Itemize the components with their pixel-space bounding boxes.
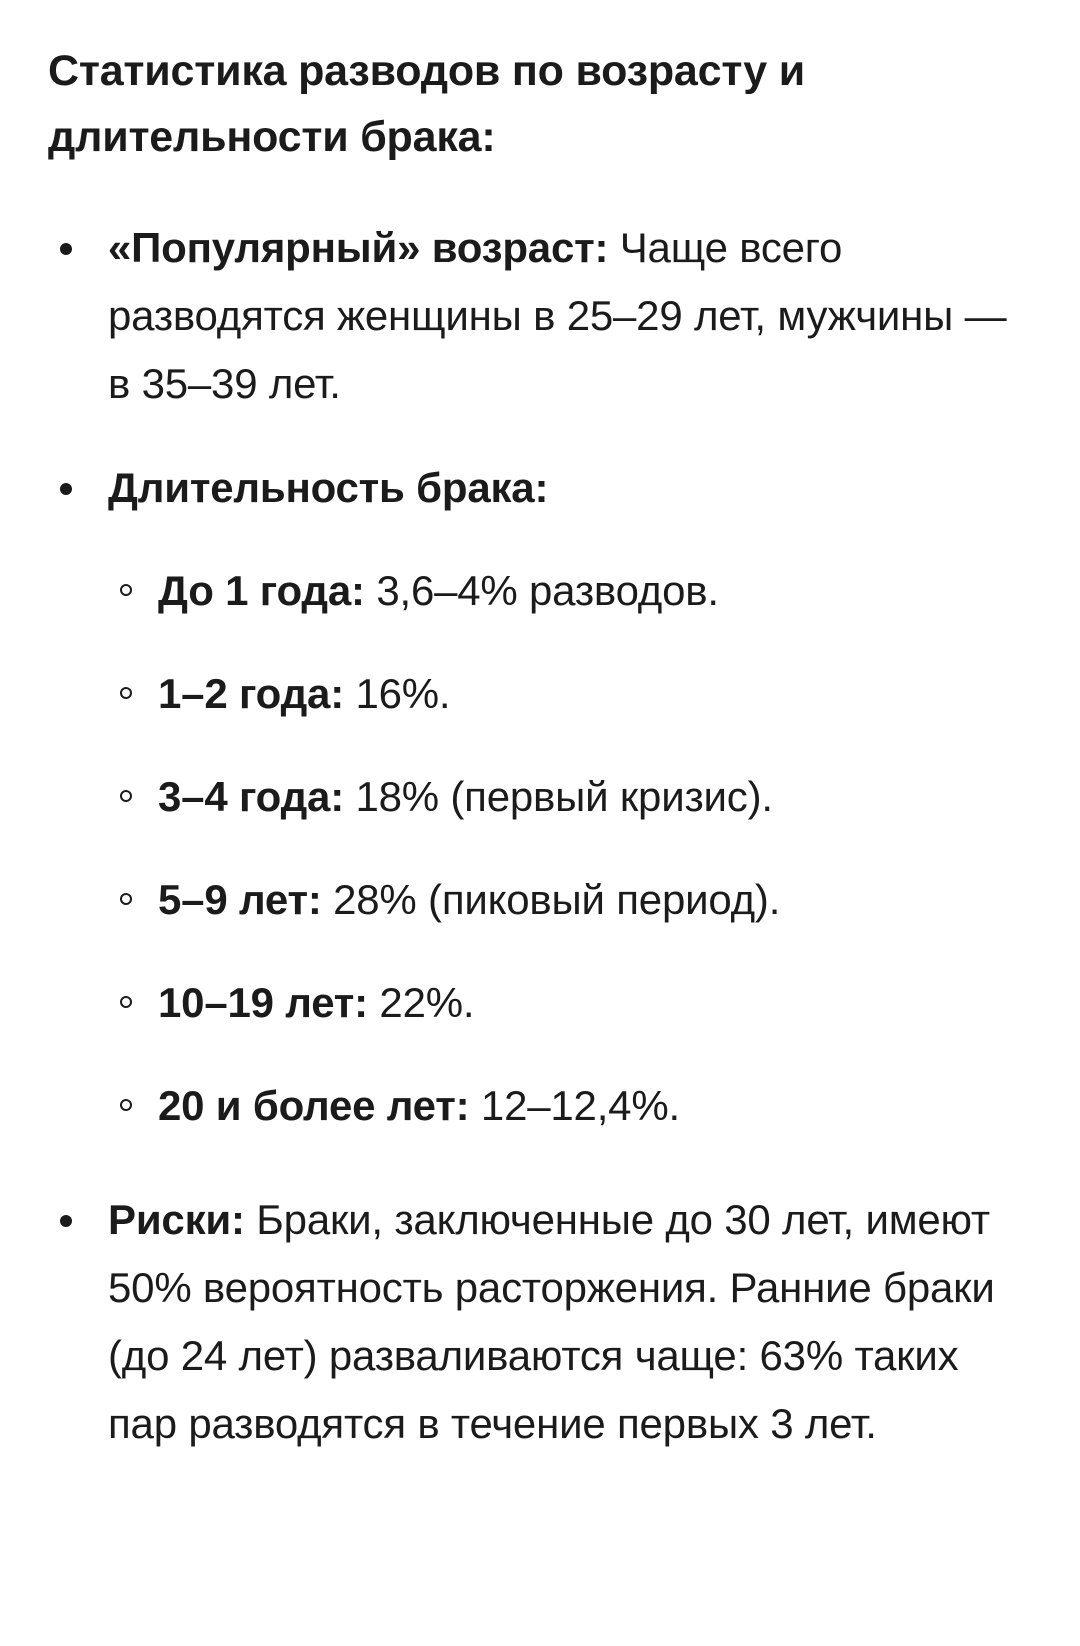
risks-label: Риски:	[108, 1196, 245, 1243]
duration-item	[158, 870, 1028, 930]
duration-item-label: 5–9 лет:	[158, 876, 322, 923]
duration-item-value: 12–12,4%.	[469, 1082, 680, 1129]
age-label: «Популярный» возраст:	[108, 224, 609, 271]
page-title: Статистика разводов по возрасту и длительности брака:	[48, 47, 805, 161]
duration-item	[158, 1076, 1028, 1136]
duration-label: Длительность брака:	[108, 464, 549, 511]
age-text: Чаще всего разводятся женщины в 25–29 лет, мужчины — в 35–39 лет.	[108, 224, 1007, 407]
duration-item-value: 28% (пиковый период).	[321, 876, 781, 923]
duration-item-label: 1–2 года:	[158, 670, 344, 717]
list-item-age	[108, 214, 1028, 418]
duration-item-value: 18% (первый кризис).	[344, 773, 773, 820]
duration-item-value: 3,6–4% разводов.	[364, 567, 719, 614]
duration-item-value: 22%.	[367, 979, 475, 1026]
duration-item-label: 20 и более лет:	[158, 1082, 470, 1129]
duration-item-label: 10–19 лет:	[158, 979, 368, 1026]
list-item-duration	[108, 454, 1028, 522]
duration-item-label: До 1 года:	[158, 567, 365, 614]
duration-item-value: 16%.	[344, 670, 451, 717]
duration-item	[158, 664, 1028, 724]
duration-item	[158, 767, 1028, 827]
risks-text: Браки, заключенные до 30 лет, имеют 50% вероятность расторжения. Ранние браки (до 24 лет) разваливаются чаще: 63% таких пар разводятся в течение первых 3 лет.	[108, 1196, 995, 1447]
duration-item	[158, 973, 1028, 1033]
list-item-risks	[108, 1186, 1028, 1458]
duration-item-label: 3–4 года:	[158, 773, 344, 820]
duration-item	[158, 561, 1028, 621]
